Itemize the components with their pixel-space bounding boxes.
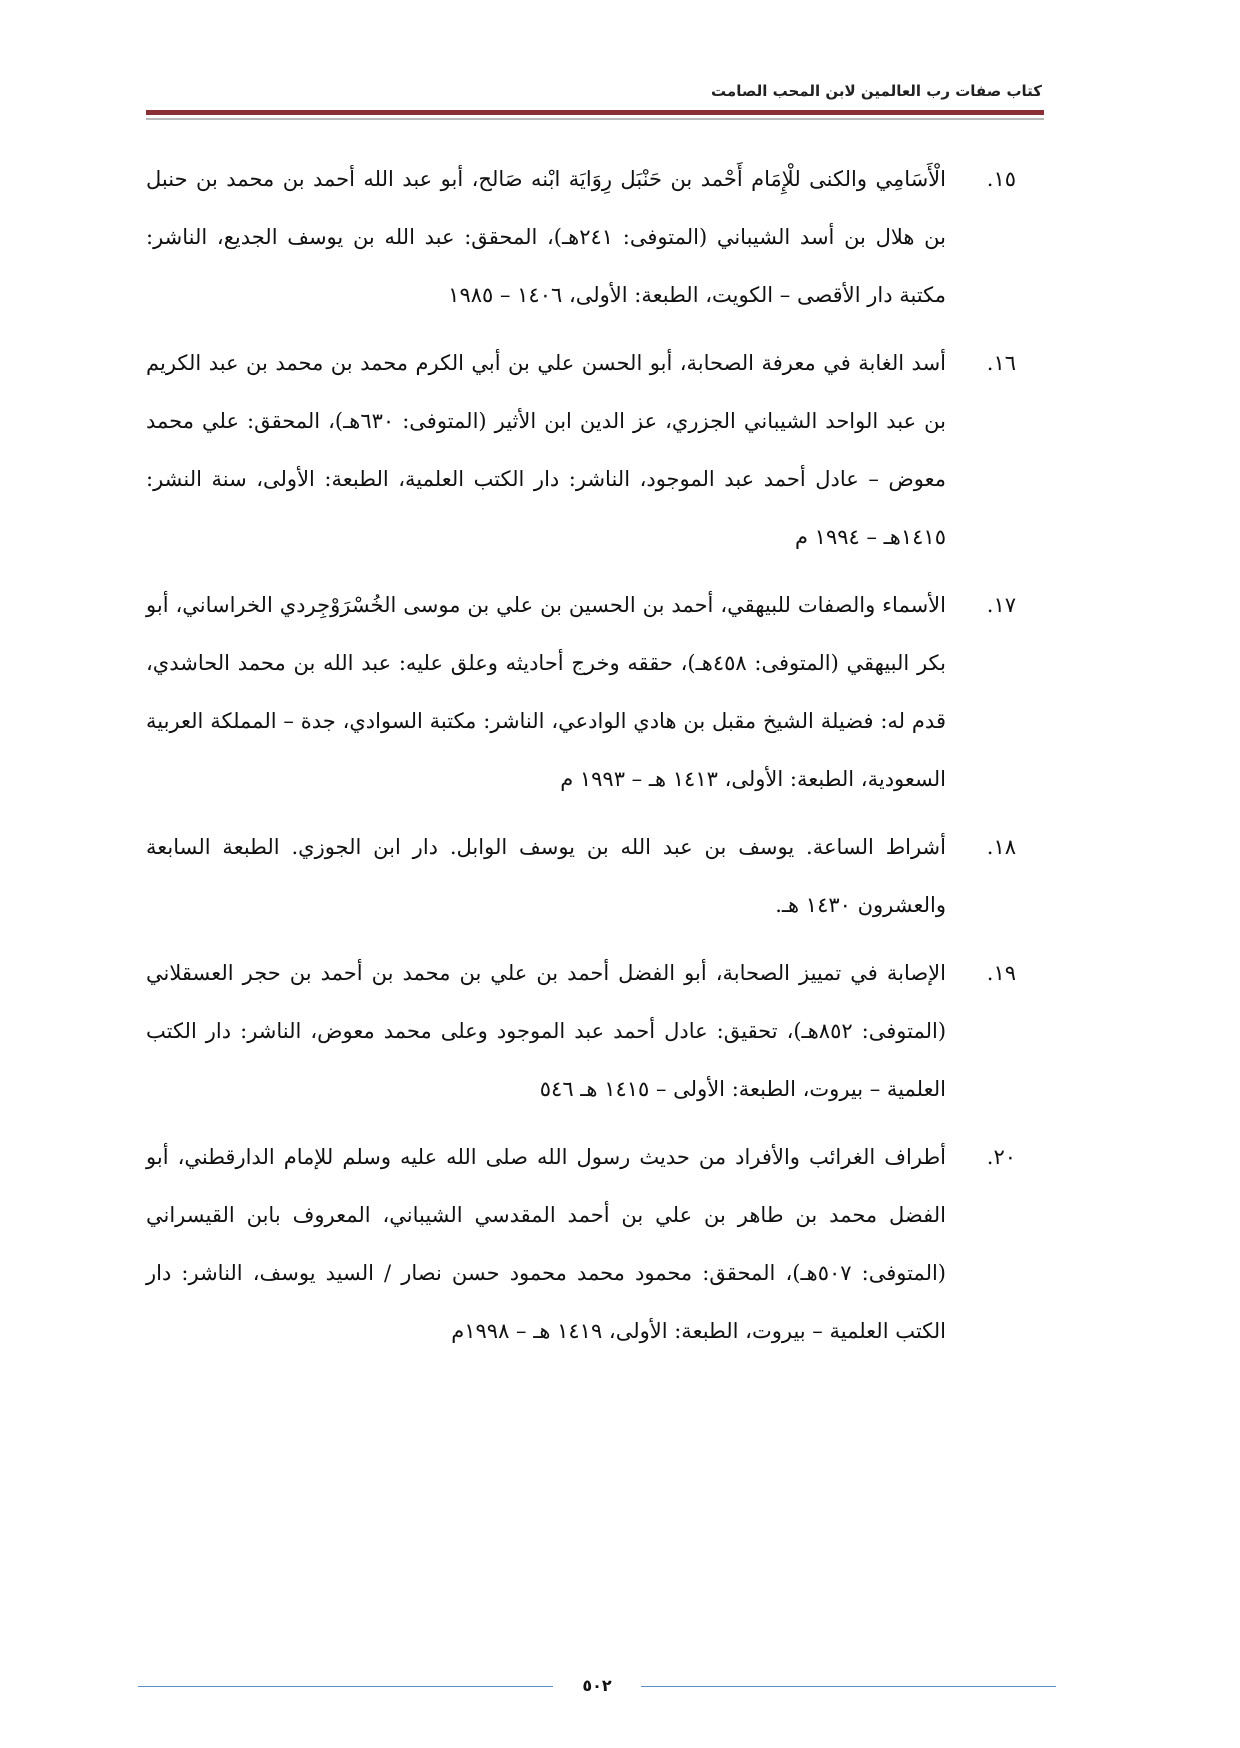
reference-entry-18 xyxy=(146,818,1016,934)
reference-entry-19 xyxy=(146,944,1016,1118)
reference-entry-17 xyxy=(146,576,1016,808)
reference-entry-16 xyxy=(146,334,1016,566)
reference-text: أسد الغابة في معرفة الصحابة، أبو الحسن علي بن أبي الكرم محمد بن محمد بن عبد الكريم بن عبد الواحد الشيباني الجزري، عز الدين ابن الأثير (المتوفى: ٦٣٠هـ)، المحقق: علي محمد معوض – عادل أحمد عبد الموجود، الناشر: دار الكتب العلمية، الطبعة: الأولى، سنة النشر: ١٤١٥هـ – ١٩٩٤ م xyxy=(146,351,946,549)
page-number: ٥٠٢ xyxy=(582,1676,612,1695)
page-header xyxy=(146,76,1044,122)
footer-rule-right xyxy=(641,1686,1056,1687)
reference-number: ١٧. xyxy=(986,593,1016,617)
reference-text: أشراط الساعة. يوسف بن عبد الله بن يوسف الوابل. دار ابن الجوزي. الطبعة السابعة والعشرون ١٤٣٠ هـ. xyxy=(146,835,946,917)
running-title: كتاب صفات رب العالمين لابن المحب الصامت xyxy=(711,82,1042,100)
reference-text: الأسماء والصفات للبيهقي، أحمد بن الحسين بن علي بن موسى الخُسْرَوْجِردي الخراساني، أبو بكر البيهقي (المتوفى: ٤٥٨هـ)، حققه وخرج أحاديثه وعلق عليه: عبد الله بن محمد الحاشدي، قدم له: فضيلة الشيخ مقبل بن هادي الوادعي، الناشر: مكتبة السوادي، جدة – المملكة العربية السعودية، الطبعة: الأولى، ١٤١٣ هـ – ١٩٩٣ م xyxy=(146,593,946,791)
reference-number: ١٨. xyxy=(986,835,1016,859)
reference-list xyxy=(146,150,1016,1370)
reference-text: الْأَسَامِي والكنى للْإِمَام أَحْمد بن حَنْبَل رِوَايَة ابْنه صَالح، أبو عبد الله أحمد بن محمد بن حنبل بن هلال بن أسد الشيباني (المتوفى: ٢٤١هـ)، المحقق: عبد الله بن يوسف الجديع، الناشر: مكتبة دار الأقصى – الكويت، الطبعة: الأولى، ١٤٠٦ – ١٩٨٥ xyxy=(146,167,946,307)
reference-number: ١٥. xyxy=(986,167,1016,191)
page-footer xyxy=(138,1672,1056,1702)
reference-entry-20 xyxy=(146,1128,1016,1360)
header-rule-thick xyxy=(146,110,1044,115)
footer-rule-left xyxy=(138,1686,553,1687)
reference-number: ١٩. xyxy=(986,961,1016,985)
reference-entry-15 xyxy=(146,150,1016,324)
reference-number: ٢٠. xyxy=(986,1145,1016,1169)
header-rule-thin xyxy=(146,118,1044,120)
reference-number: ١٦. xyxy=(986,351,1016,375)
reference-text: أطراف الغرائب والأفراد من حديث رسول الله صلى الله عليه وسلم للإمام الدارقطني، أبو الفضل محمد بن طاهر بن علي بن أحمد المقدسي الشيباني، المعروف بابن القيسراني (المتوفى: ٥٠٧هـ)، المحقق: محمود محمد محمود حسن نصار / السيد يوسف، الناشر: دار الكتب العلمية – بيروت، الطبعة: الأولى، ١٤١٩ هـ – ١٩٩٨م xyxy=(146,1145,946,1343)
reference-text: الإصابة في تمييز الصحابة، أبو الفضل أحمد بن علي بن محمد بن أحمد بن حجر العسقلاني (المتوفى: ٨٥٢هـ)، تحقيق: عادل أحمد عبد الموجود وعلى محمد معوض، الناشر: دار الكتب العلمية – بيروت، الطبعة: الأولى – ١٤١٥ هـ ٥٤٦ xyxy=(146,961,947,1101)
